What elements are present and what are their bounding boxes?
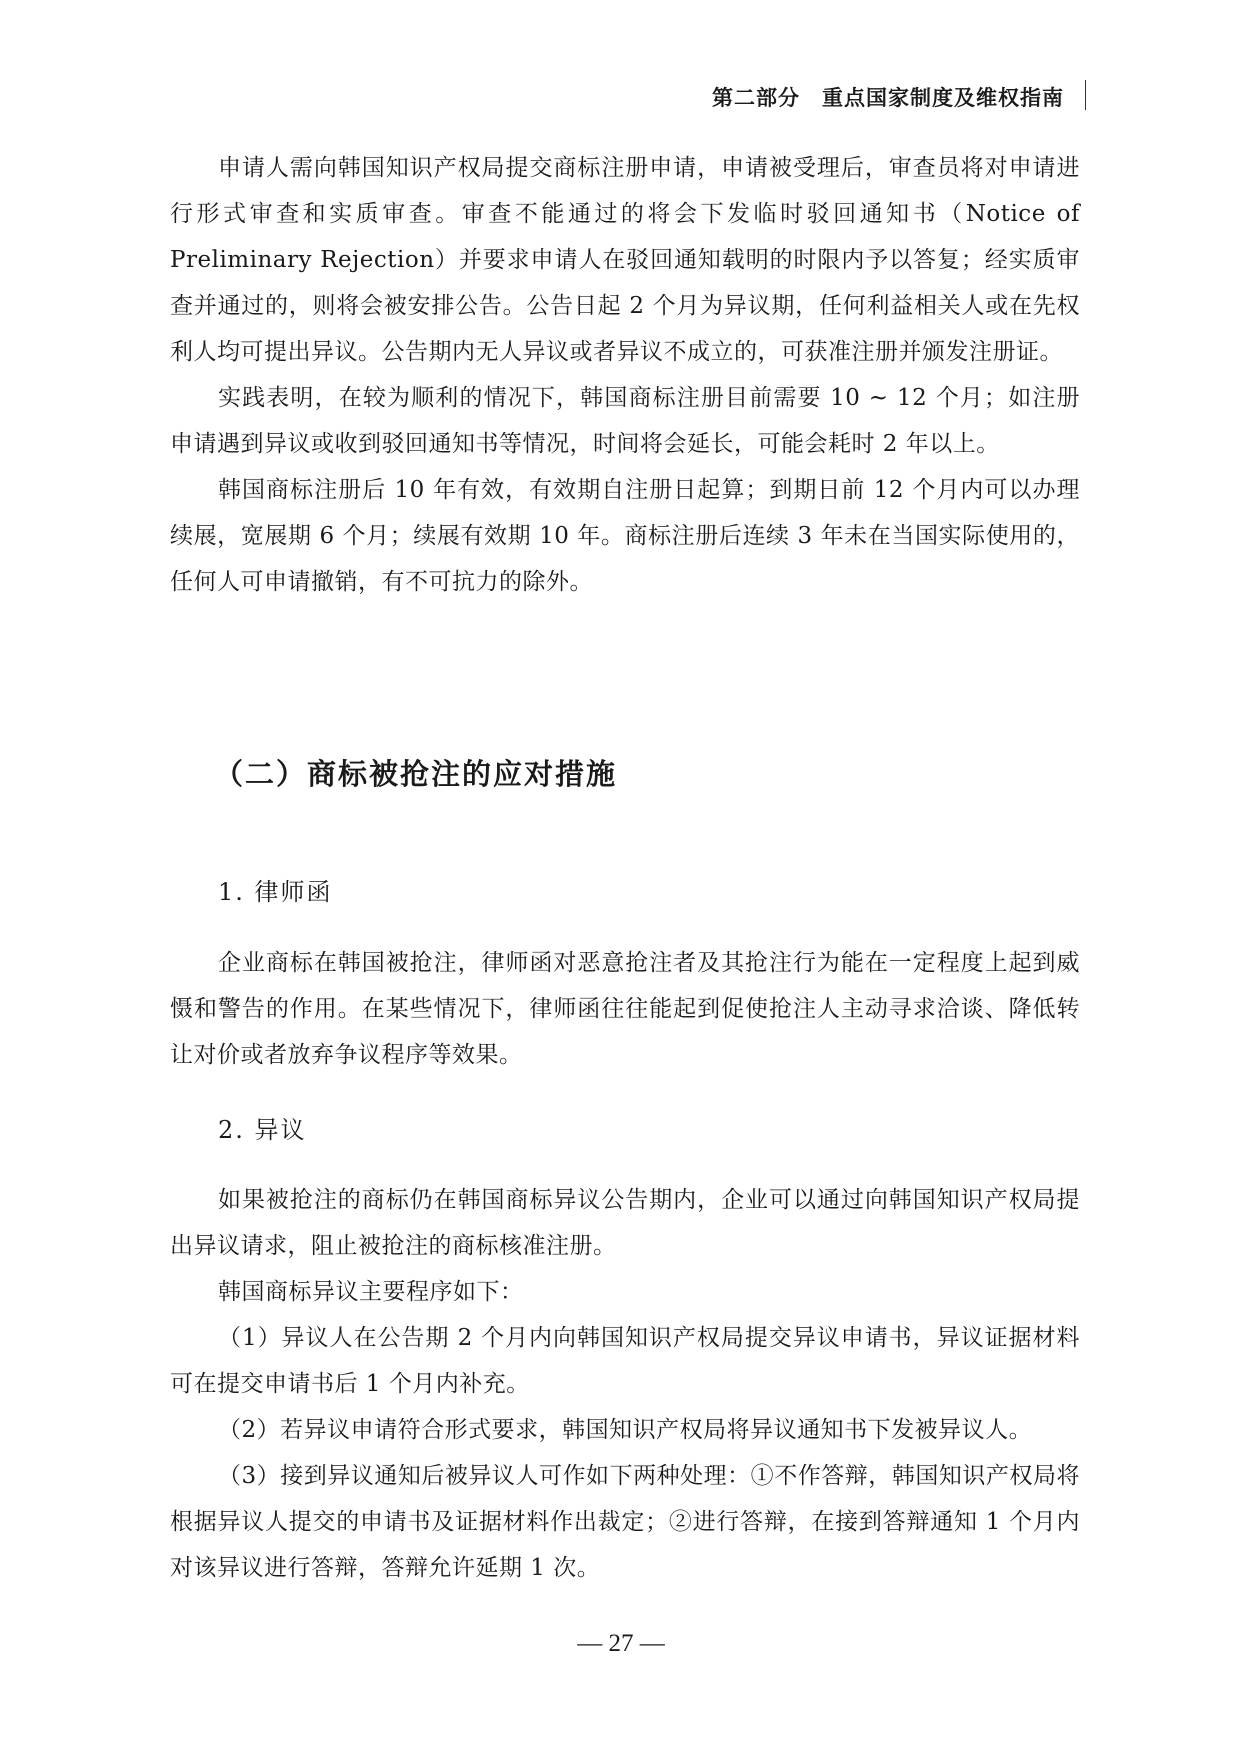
page-number: — 27 — [577,1630,665,1657]
paragraph: 申请人需向韩国知识产权局提交商标注册申请，申请被受理后，审查员将对申请进行形式审查和实质审查。审查不能通过的将会下发临时驳回通知书（Notice of Preliminary Rejection）并要求申请人在驳回通知载明的时限内予以答复；经实质审查并通过的，则将会被安排公告。公告日起 2 个月为异议期，任何利益相关人或在先权利人均可提出异议。公告期内无人异议或者异议不成立的，可获准注册并颁发注册证。 [170,155,1080,365]
paragraph: 企业商标在韩国被抢注，律师函对恶意抢注者及其抢注行为能在一定程度上起到威慑和警告的作用。在某些情况下，律师函往往能起到促使抢注人主动寻求洽谈、降低转让对价或者放弃争议程序等效果。 [170,950,1080,1068]
paragraph: 韩国商标注册后 10 年有效，有效期自注册日起算；到期日前 12 个月内可以办理续展，宽展期 6 个月；续展有效期 10 年。商标注册后连续 3 年未在当国实际使用的，任何人可申请撤销，有不可抗力的除外。 [170,477,1080,595]
paragraph: 如果被抢注的商标仍在韩国商标异议公告期内，企业可以通过向韩国知识产权局提出异议请求，阻止被抢注的商标核准注册。 [170,1187,1080,1259]
header-part: 第二部分 [712,85,800,110]
paragraph: （2）若异议申请符合形式要求，韩国知识产权局将异议通知书下发被异议人。 [218,1417,1033,1443]
paragraph: （1）异议人在公告期 2 个月内向韩国知识产权局提交异议申请书，异议证据材料可在提交申请书后 1 个月内补充。 [170,1325,1080,1397]
section-heading: （二）商标被抢注的应对措施 [214,757,618,791]
paragraph: 实践表明，在较为顺利的情况下，韩国商标注册目前需要 10 ~ 12 个月；如注册申请遇到异议或收到驳回通知书等情况，时间将会延长，可能会耗时 2 年以上。 [170,385,1080,457]
opposition-text [170,1177,1080,1591]
subsection-heading-opposition: 2. 异议 [218,1116,307,1144]
subsection-heading-lawyer-letter: 1. 律师函 [218,878,333,906]
header-divider [1085,80,1086,110]
paragraph: （3）接到异议通知后被异议人可作如下两种处理：①不作答辩，韩国知识产权局将根据异议人提交的申请书及证据材料作出裁定；②进行答辩，在接到答辩通知 1 个月内对该异议进行答辩，答辩允许延期 1 次。 [170,1463,1080,1581]
running-header [712,82,1064,112]
intro-text-block [170,145,1080,605]
header-title: 重点国家制度及维权指南 [822,85,1064,110]
paragraph: 韩国商标异议主要程序如下： [218,1279,524,1305]
lawyer-letter-text [170,940,1080,1078]
